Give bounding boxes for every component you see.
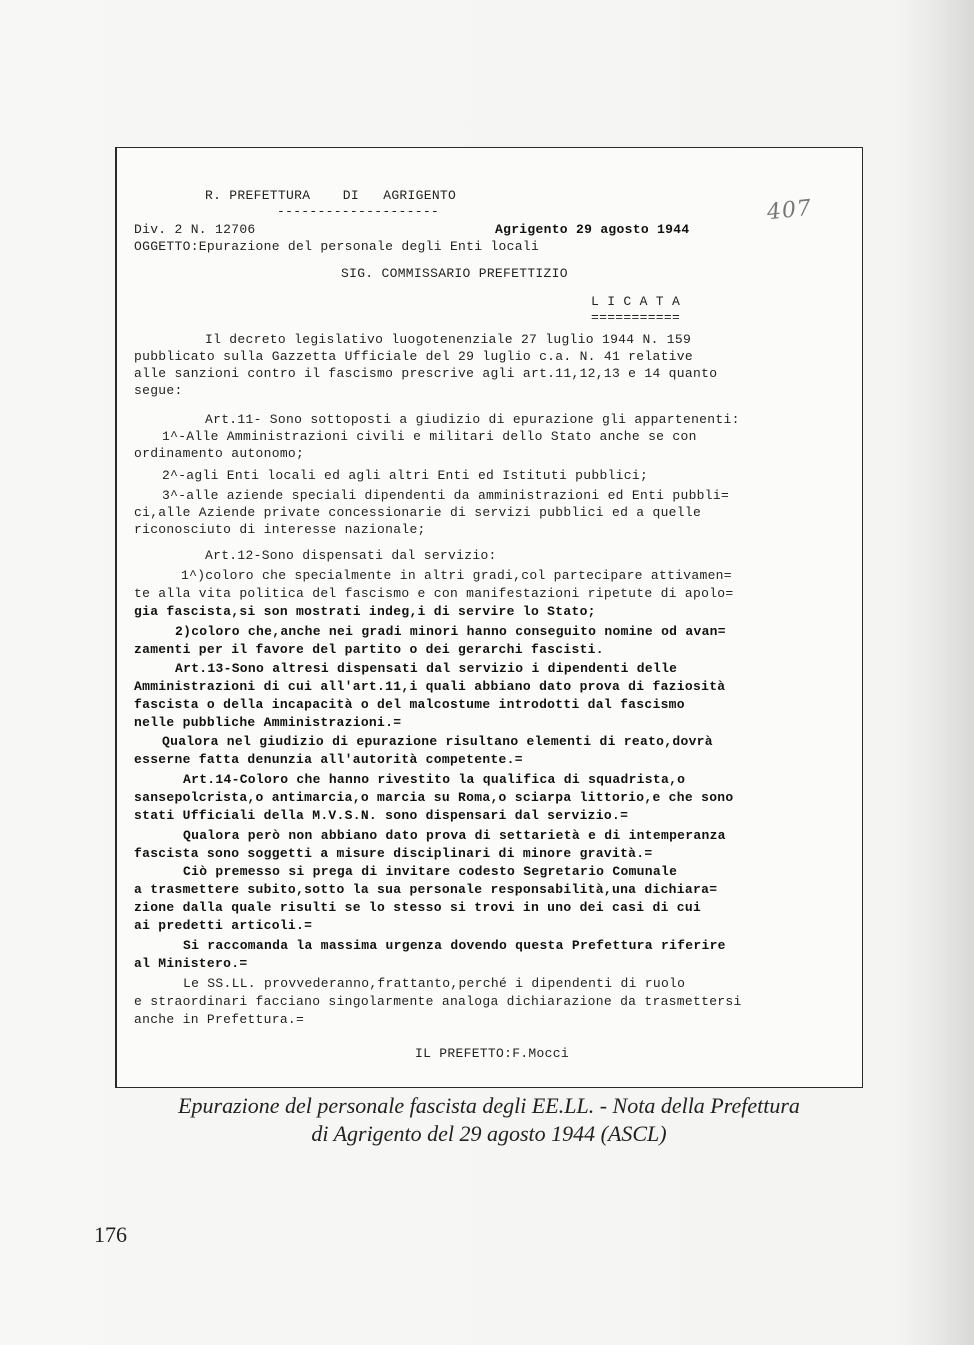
body-line: alle sanzioni contro il fascismo prescrive agli art.11,12,13 e 14 quanto bbox=[134, 366, 718, 381]
date-line: Agrigento 29 agosto 1944 bbox=[495, 222, 690, 237]
body-line: Ciò premesso si prega di invitare codesto Segretario Comunale bbox=[183, 864, 678, 879]
body-line: 2^-agli Enti locali ed agli altri Enti ed Istituti pubblici; bbox=[162, 468, 649, 483]
body-line: ai predetti articoli.= bbox=[134, 918, 313, 933]
place-line: L I C A T A bbox=[591, 294, 681, 309]
caption-line-2: di Agrigento del 29 agosto 1944 (ASCL) bbox=[311, 1121, 667, 1146]
body-line: Si raccomanda la massima urgenza dovendo questa Prefettura riferire bbox=[183, 938, 726, 953]
body-line: ordinamento autonomo; bbox=[134, 446, 305, 461]
body-line: 3^-alle aziende speciali dipendenti da amministrazioni ed Enti pubbli= bbox=[162, 488, 730, 503]
body-line: nelle pubbliche Amministrazioni.= bbox=[134, 715, 402, 730]
body-line: al Ministero.= bbox=[134, 956, 248, 971]
caption-line-1: Epurazione del personale fascista degli EE.LL. - Nota della Prefettura bbox=[178, 1093, 800, 1118]
body-line: anche in Prefettura.= bbox=[134, 1012, 305, 1027]
body-line: e straordinari facciano singolarmente analoga dichiarazione da trasmettersi bbox=[134, 994, 742, 1009]
scanned-document bbox=[115, 147, 863, 1088]
body-line: 1^-Alle Amministrazioni civili e militari dello Stato anche se con bbox=[162, 429, 697, 444]
body-line: Il decreto legislativo luogotenenziale 27 luglio 1944 N. 159 bbox=[205, 332, 692, 347]
body-line: fascista o della incapacità o del malcostume introdotti dal fascismo bbox=[134, 697, 685, 712]
body-line: gia fascista,si son mostrati indeg,i di servire lo Stato; bbox=[134, 604, 596, 619]
division-line: Div. 2 N. 12706 bbox=[134, 222, 256, 237]
body-line: segue: bbox=[134, 383, 183, 398]
recipient-line: SIG. COMMISSARIO PREFETTIZIO bbox=[341, 266, 568, 281]
body-line: Amministrazioni di cui all'art.11,i quali abbiano dato prova di faziosità bbox=[134, 679, 726, 694]
body-line: 1^)coloro che specialmente in altri gradi,col partecipare attivamen= bbox=[181, 568, 732, 583]
body-line: Qualora però non abbiano dato prova di settarietà e di intemperanza bbox=[183, 828, 726, 843]
body-line: fascista sono soggetti a misure disciplinari di minore gravità.= bbox=[134, 846, 653, 861]
place-rule: =========== bbox=[591, 310, 681, 325]
body-line: stati Ufficiali della M.V.S.N. sono dispensari dal servizio.= bbox=[134, 808, 629, 823]
figure-caption bbox=[115, 1092, 863, 1148]
body-line: Art.13-Sono altresi dispensati dal servizio i dipendenti delle bbox=[175, 661, 678, 676]
body-line: esserne fatta denunzia all'autorità competente.= bbox=[134, 752, 523, 767]
body-line: Qualora nel giudizio di epurazione risultano elementi di reato,dovrà bbox=[162, 734, 713, 749]
body-line: riconosciuto di interesse nazionale; bbox=[134, 522, 426, 537]
body-line: Art.12-Sono dispensati dal servizio: bbox=[205, 548, 497, 563]
body-line: te alla vita politica del fascismo e con manifestazioni ripetute di apolo= bbox=[134, 586, 734, 601]
body-line: Le SS.LL. provvederanno,frattanto,perché i dipendenti di ruolo bbox=[183, 976, 686, 991]
subject-line: OGGETTO:Epurazione del personale degli Enti locali bbox=[134, 239, 540, 254]
body-line: Art.11- Sono sottoposti a giudizio di epurazione gli appartenenti: bbox=[205, 412, 740, 427]
signature-line: IL PREFETTO:F.Mocci bbox=[415, 1046, 569, 1061]
body-line: ci,alle Aziende private concessionarie di servizi pubblici ed a quelle bbox=[134, 505, 702, 520]
body-line: 2)coloro che,anche nei gradi minori hanno conseguito nomine od avan= bbox=[175, 624, 726, 639]
header-rule: -------------------- bbox=[277, 204, 440, 219]
body-line: Art.14-Coloro che hanno rivestito la qualifica di squadrista,o bbox=[183, 772, 686, 787]
handwritten-note: 407 bbox=[765, 195, 814, 226]
page-number: 176 bbox=[94, 1222, 127, 1247]
body-line: a trasmettere subito,sotto la sua personale responsabilità,una dichiara= bbox=[134, 882, 718, 897]
body-line: zamenti per il favore del partito o dei gerarchi fascisti. bbox=[134, 642, 604, 657]
document-header: R. PREFETTURA DI AGRIGENTO bbox=[205, 188, 457, 203]
typed-letter bbox=[117, 148, 865, 1089]
body-line: pubblicato sulla Gazzetta Ufficiale del 29 luglio c.a. N. 41 relative bbox=[134, 349, 693, 364]
body-line: zione dalla quale risulti se lo stesso si trovi in uno dei casi di cui bbox=[134, 900, 702, 915]
body-line: sansepolcrista,o antimarcia,o marcia su Roma,o sciarpa littorio,e che sono bbox=[134, 790, 734, 805]
